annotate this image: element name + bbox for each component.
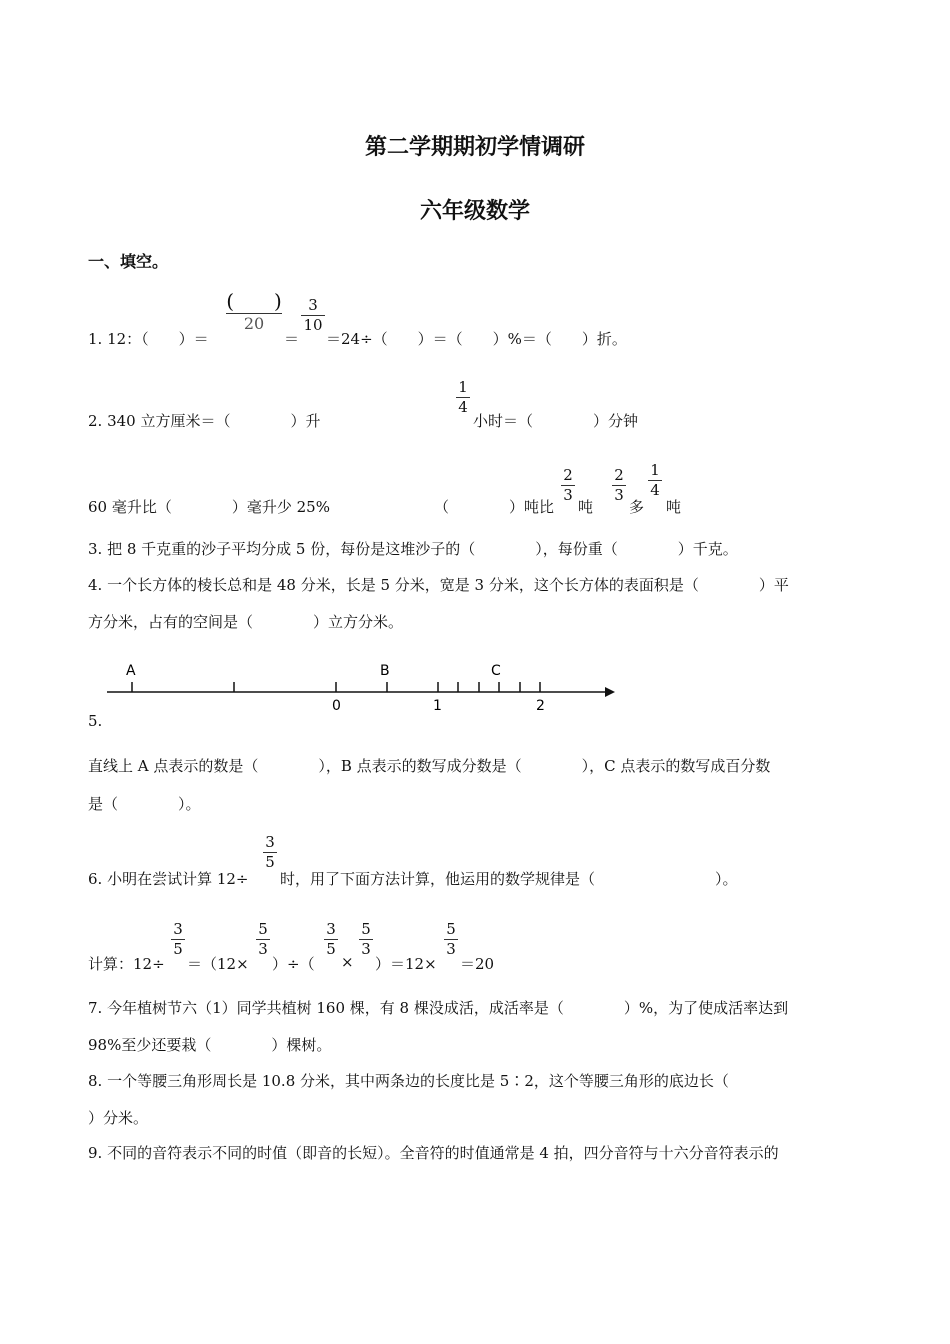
q1-frac1-numerator: ( ): [226, 289, 282, 313]
q2-frac-denominator: 4: [458, 398, 468, 416]
q2-text-b: 小时＝（ ）分钟: [473, 412, 639, 430]
q6-calc-e: ）＝12×: [375, 955, 437, 973]
numerator: 5: [446, 920, 456, 938]
q1-text-a: 1. 12：（ ）＝: [88, 330, 209, 348]
q1-frac1-denominator: 20: [243, 314, 265, 333]
q2-text-a: 2. 340 立方厘米＝（ ）升: [88, 412, 321, 430]
page-subtitle: 六年级数学: [419, 199, 530, 224]
label-b: B: [380, 663, 390, 679]
q6-calc-fraction-4: [359, 922, 373, 957]
q5-number: 5.: [88, 712, 103, 730]
q2-text-e: 吨: [578, 498, 594, 516]
q9-line-1: 9. 不同的音符表示不同的时值（即音的长短）。全音符的时值通常是 4 拍，四分音符与十六分音符表示的: [88, 1144, 779, 1162]
q2-fracb-numerator: 2: [614, 466, 624, 484]
q2-fraction-c: [648, 463, 662, 498]
q6-calc-fraction-5: [444, 922, 458, 957]
q2-fraction: [456, 380, 470, 415]
q6-calc-b: ＝（12×: [187, 955, 249, 973]
denominator: 3: [361, 940, 371, 958]
q2-text-d: （ ）吨比: [434, 498, 555, 516]
q2-text-f: 多: [629, 498, 645, 516]
q2-fracc-denominator: 4: [650, 481, 660, 499]
label-zero: 0: [332, 698, 341, 714]
q4-line-1: 4. 一个长方体的棱长总和是 48 分米，长是 5 分米，宽是 3 分米，这个长方体的表面积是（ ）平: [88, 576, 789, 594]
q6-frac-denominator: 5: [265, 853, 275, 871]
numerator: 3: [173, 920, 183, 938]
q6-calc-c: ）÷（: [272, 955, 315, 973]
q2-text-g: 吨: [666, 498, 682, 516]
q5-line-2: 是（ ）。: [88, 795, 201, 813]
q2-frac-numerator: 1: [458, 378, 468, 396]
denominator: 3: [446, 940, 456, 958]
q6-calc-f: ＝20: [460, 955, 495, 973]
label-c: C: [491, 663, 501, 679]
q6-fraction: [263, 835, 277, 870]
numerator: 3: [326, 920, 336, 938]
q8-line-1: 8. 一个等腰三角形周长是 10.8 分米，其中两条边的长度比是 5∶2，这个等腰三角形的底边长（: [88, 1072, 729, 1090]
q8-line-2: ）分米。: [88, 1109, 149, 1127]
q6-text-a: 6. 小明在尝试计算 12÷: [88, 870, 249, 888]
q2-fraction-a: [561, 468, 575, 503]
q2-text-c: 60 毫升比（ ）毫升少 25%: [88, 498, 330, 516]
q5-line-1: 直线上 A 点表示的数是（ ），B 点表示的数写成分数是（ ），C 点表示的数写成百分数: [88, 757, 771, 775]
page-title: 第二学期期初学情调研: [364, 135, 585, 160]
q1-frac2-numerator: 3: [308, 296, 318, 314]
q2-fraca-denominator: 3: [563, 486, 573, 504]
denominator: 5: [326, 940, 336, 958]
label-a: A: [126, 663, 136, 679]
numerator: 5: [258, 920, 268, 938]
q6-calc-fraction-2: [256, 922, 270, 957]
q2-fracc-numerator: 1: [650, 461, 660, 479]
number-line: [100, 656, 630, 716]
q7-line-1: 7. 今年植树节六（1）同学共植树 160 棵，有 8 棵没成活，成活率是（ ）%，为了使成活率达到: [88, 999, 789, 1017]
numerator: 5: [361, 920, 371, 938]
denominator: 5: [173, 940, 183, 958]
q2-fraction-b: [612, 468, 626, 503]
q3-text: 3. 把 8 千克重的沙子平均分成 5 份，每份是这堆沙子的（ ），每份重（ ）千克。: [88, 540, 738, 558]
q4-line-2: 方分米，占有的空间是（ ）立方分米。: [88, 613, 404, 631]
q6-calc-d: ×: [341, 953, 354, 971]
q6-calc-fraction-3: [324, 922, 338, 957]
q6-text-b: 时，用了下面方法计算，他运用的数学规律是（ ）。: [280, 870, 738, 888]
number-line-arrow: [605, 687, 615, 697]
q1-equals: ＝: [284, 330, 300, 348]
q1-fraction-2: [301, 298, 325, 333]
label-two: 2: [536, 698, 545, 714]
q2-fraca-numerator: 2: [563, 466, 573, 484]
q1-frac2-denominator: 10: [303, 316, 323, 334]
q7-line-2: 98%至少还要栽（ ）棵树。: [88, 1036, 332, 1054]
q6-calc-a: 计算：12÷: [88, 955, 165, 973]
q6-frac-numerator: 3: [265, 833, 275, 851]
denominator: 3: [258, 940, 268, 958]
section-heading: 一、填空。: [88, 252, 169, 271]
q2-fracb-denominator: 3: [614, 486, 624, 504]
q1-text-b: ＝24÷（ ）＝（ ）%＝（ ）折。: [326, 330, 627, 348]
q6-calc-fraction-1: [171, 922, 185, 957]
q1-fraction-1: [226, 291, 282, 332]
label-one: 1: [433, 698, 442, 714]
